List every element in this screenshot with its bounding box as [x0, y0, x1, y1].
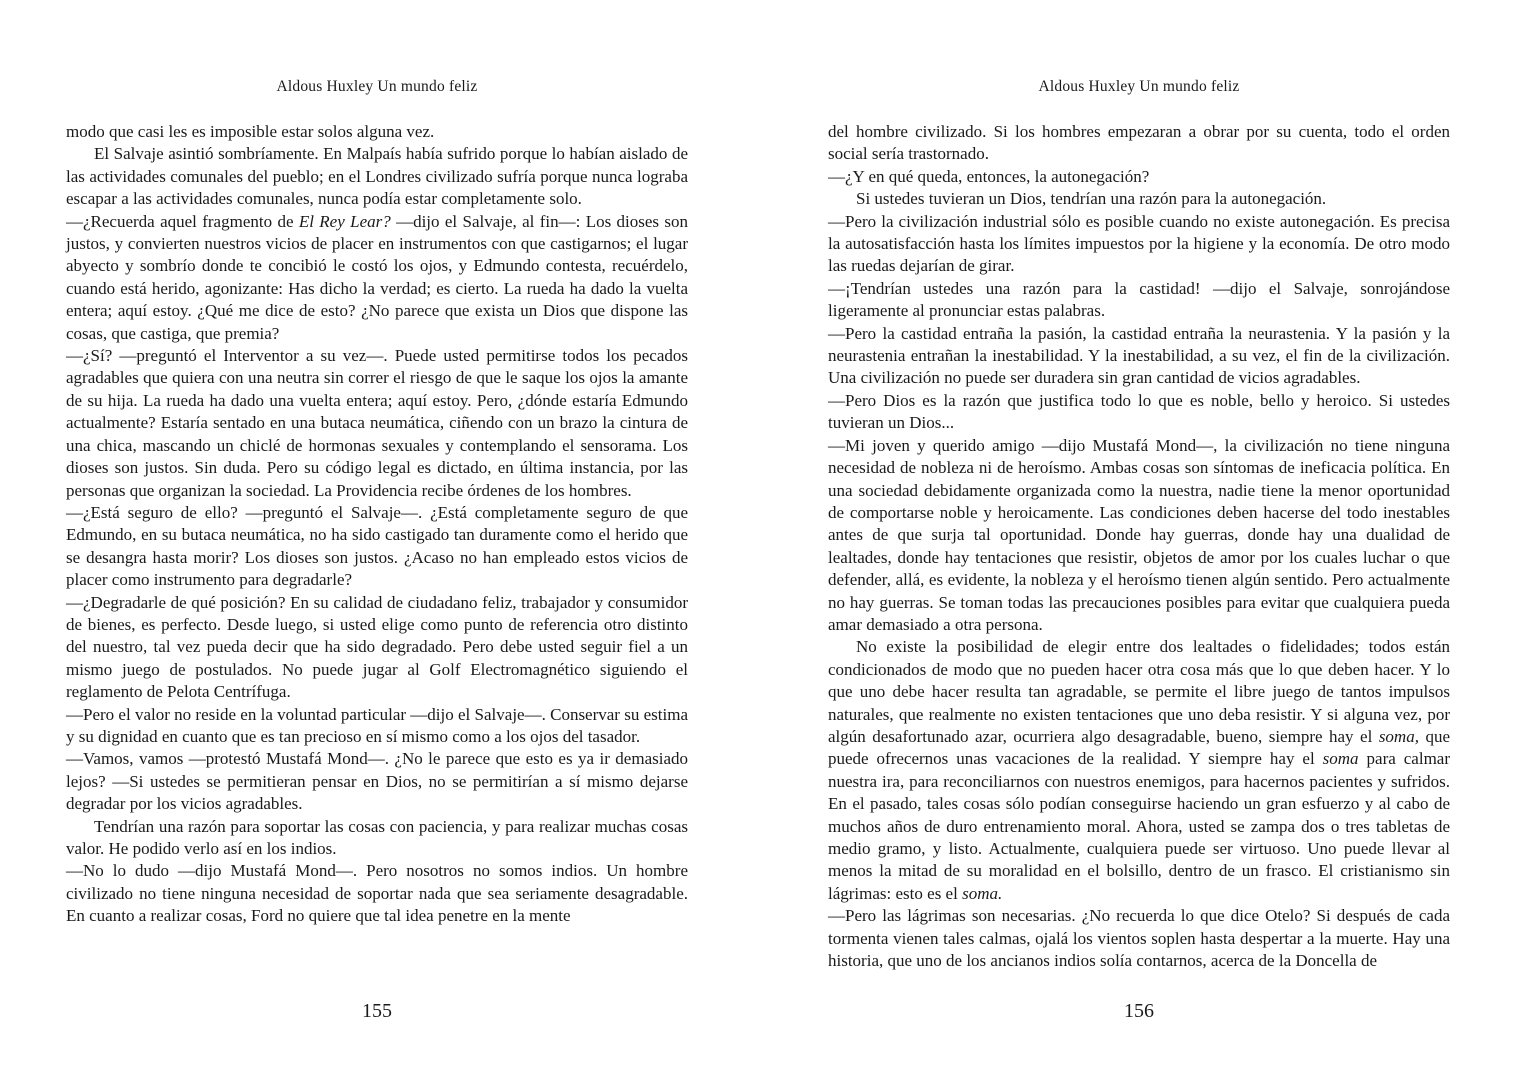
- text-segment: —Pero la civilización industrial sólo es posible cuando no existe autonegación. Es precisa la autosatisfacción hasta los límites impuestos por la higiene y la economía. De otro modo las ruedas dejarían de girar.: [828, 211, 1450, 276]
- paragraph: [828, 278, 1450, 323]
- text-segment: modo que casi les es imposible estar solos alguna vez.: [66, 122, 435, 141]
- paragraph: [828, 390, 1450, 435]
- text-segment: que puede ofrecernos unas vacaciones de la realidad. Y siempre hay el: [828, 726, 1450, 769]
- text-segment: —Pero Dios es la razón que justifica todo lo que es noble, bello y heroico. Si ustedes tuvieran un Dios...: [828, 390, 1450, 433]
- paragraph: [66, 345, 688, 502]
- text-segment: —Mi joven y querido amigo —dijo Mustafá Mond—, la civilización no tiene ninguna necesidad de nobleza ni de heroísmo. Ambas cosas son síntomas de ineficacia política. En una sociedad debidamente organizada como la nuestra, nadie tiene la menor oportunidad de comportarse noble y heroicamente. Las condiciones deben hacerse del todo inestables antes de que surja tal oportunidad. Donde hay guerras, donde hay una dualidad de lealtades, donde hay tentaciones que resistir, objetos de amor por los cuales luchar o que defender, allá, es evidente, la nobleza y el heroísmo tienen algún sentido. Pero actualmente no hay guerras. Se toman todas las precauciones posibles para evitar que cualquiera pueda amar demasiado a otra persona.: [828, 435, 1450, 634]
- text-segment: —¿Está seguro de ello? —preguntó el Salvaje—. ¿Está completamente seguro de que Edmundo, en su butaca neumática, no ha sido castigado tan duramente como el herido que se desangra hasta morir? Los dioses son justos. ¿Acaso no han empleado estos vicios de placer como instrumento para degradarle?: [66, 502, 688, 590]
- paragraph: [828, 323, 1450, 390]
- italic-text-segment: soma,: [1378, 726, 1419, 746]
- paragraph: [66, 211, 688, 345]
- page-right: [828, 0, 1450, 1080]
- text-segment: —Pero la castidad entraña la pasión, la castidad entraña la neurastenia. Y la pasión y la neurastenia entrañan la inestabilidad. Y la inestabilidad, a su vez, el fin de la civilización. Una civilización no puede ser duradera sin gran cantidad de vicios agradables.: [828, 323, 1450, 388]
- paragraph: [828, 188, 1450, 210]
- paragraph: [66, 502, 688, 592]
- text-segment: —¿Y en qué queda, entonces, la autonegación?: [828, 166, 1150, 186]
- page-text-right: [828, 121, 1450, 972]
- paragraph: [828, 166, 1450, 188]
- paragraph: [828, 905, 1450, 972]
- running-header-right: Aldous Huxley Un mundo feliz: [1038, 78, 1240, 95]
- italic-text-segment: soma: [1322, 749, 1359, 769]
- text-segment: —Pero el valor no reside en la voluntad particular —dijo el Salvaje—. Conservar su estima y su dignidad en cuanto que es tan precioso en sí mismo como a los ojos del tasador.: [66, 704, 688, 746]
- text-segment: del hombre civilizado. Si los hombres empezaran a obrar por su cuenta, todo el orden social sería trastornado.: [828, 122, 1450, 164]
- page-text-left: [66, 121, 688, 928]
- text-segment: —dijo el Salvaje, al fin—: Los dioses son justos, y convierten nuestros vicios de placer en instrumentos con que castigarnos; el lugar abyecto y sombrío donde te concibió le costó los ojos, y Edmundo contesta, recuérdelo, cuando está herido, agonizante: Has dicho la verdad; es cierto. La rueda ha dado la vuelta entera; aquí estoy. ¿Qué me dice de esto? ¿No parece que exista un Dios que dispone las cosas, que castiga, que premia?: [66, 211, 688, 343]
- page-number-right: 156: [1124, 1000, 1154, 1022]
- text-segment: No existe la posibilidad de elegir entre dos lealtades o fidelidades; todos están condicionados de modo que no pueden hacer otra cosa más que lo que deben hacer. Y lo que uno debe hacer resulta tan agradable, se permite el libre juego de tantos impulsos naturales, que realmente no existen tentaciones que uno deba resistir. Y si alguna vez, por algún desafortunado azar, ocurriera algo desagradable, bueno, siempre hay el: [828, 637, 1450, 746]
- paragraph: [66, 121, 688, 143]
- text-segment: Tendrían una razón para soportar las cosas con paciencia, y para realizar muchas cosas valor. He podido verlo así en los indios.: [66, 816, 688, 858]
- paragraph: [66, 704, 688, 749]
- text-segment: —¡Tendrían ustedes una razón para la castidad! —dijo el Salvaje, sonrojándose ligeramente al pronunciar estas palabras.: [828, 278, 1450, 321]
- text-segment: para calmar nuestra ira, para reconciliarnos con nuestros enemigos, para hacernos pacientes y sufridos. En el pasado, tales cosas sólo podían conseguirse haciendo un gran esfuerzo y al cabo de muchos años de duro entrenamiento moral. Ahora, usted se zampa dos o tres tabletas de medio gramo, y listo. Actualmente, cualquiera puede ser virtuoso. Uno puede llevar al menos la mitad de su moralidad en el bolsillo, dentro de un frasco. El cristianismo sin lágrimas: esto es el: [828, 749, 1450, 903]
- paragraph: [66, 143, 688, 210]
- paragraph: [828, 435, 1450, 637]
- running-header-left: Aldous Huxley Un mundo feliz: [276, 78, 478, 95]
- paragraph: [828, 121, 1450, 166]
- text-segment: El Salvaje asintió sombríamente. En Malpaís había sufrido porque lo habían aislado de las actividades comunales del pueblo; en el Londres civilizado sufría porque nunca lograba escapar a las actividades comunales, nunca podía estar completamente solo.: [66, 144, 688, 209]
- italic-text-segment: soma.: [962, 883, 1003, 903]
- text-segment: —Pero las lágrimas son necesarias. ¿No recuerda lo que dice Otelo? Si después de cada tormenta vienen tales calmas, ojalá los vientos soplen hasta despertar a la muerte. Hay una historia, que uno de los ancianos indios solía contarnos, acerca de la Doncella de: [828, 906, 1450, 971]
- text-segment: —Vamos, vamos —protestó Mustafá Mond—. ¿No le parece que esto es ya ir demasiado lejos? —Si ustedes se permitieran pensar en Dios, no se permitirían a sí mismo dejarse degradar por los vicios agradables.: [66, 749, 688, 814]
- paragraph: [66, 748, 688, 815]
- paragraph: [66, 860, 688, 927]
- paragraph: [828, 636, 1450, 905]
- text-segment: —No lo dudo —dijo Mustafá Mond—. Pero nosotros no somos indios. Un hombre civilizado no tiene ninguna necesidad de soportar nada que sea seriamente desagradable. En cuanto a realizar cosas, Ford no quiere que tal idea penetre en la mente: [66, 861, 688, 926]
- italic-text-segment: El Rey Lear?: [298, 211, 391, 231]
- text-segment: —¿Recuerda aquel fragmento de: [66, 211, 299, 231]
- page-left: [66, 0, 688, 1080]
- text-segment: Si ustedes tuvieran un Dios, tendrían una razón para la autonegación.: [856, 189, 1327, 209]
- text-segment: —¿Sí? —preguntó el Interventor a su vez—. Puede usted permitirse todos los pecados agradables que quiera con una neutra sin correr el riesgo de que le saque los ojos la amante de su hija. La rueda ha dado una vuelta entera; aquí estoy. Pero, ¿dónde estaría Edmundo actualmente? Estaría sentado en una butaca neumática, ciñendo con un brazo la cintura de una chica, mascando un chiclé de hormonas sexuales y contemplando el sensorama. Los dioses son justos. Sin duda. Pero su código legal es dictado, en última instancia, por las personas que organizan la sociedad. La Providencia recibe órdenes de los hombres.: [66, 346, 688, 500]
- paragraph: [66, 592, 688, 704]
- text-segment: —¿Degradarle de qué posición? En su calidad de ciudadano feliz, trabajador y consumidor de bienes, es perfecto. Desde luego, si usted elige como punto de referencia otro distinto del nuestro, tal vez pueda decir que ha sido degradado. Pero debe usted seguir fiel a un mismo juego de postulados. No puede jugar al Golf Electromagnético siguiendo el reglamento de Pelota Centrífuga.: [66, 592, 688, 702]
- paragraph: [828, 211, 1450, 278]
- page-number-left: 155: [362, 1000, 392, 1022]
- paragraph: [66, 816, 688, 861]
